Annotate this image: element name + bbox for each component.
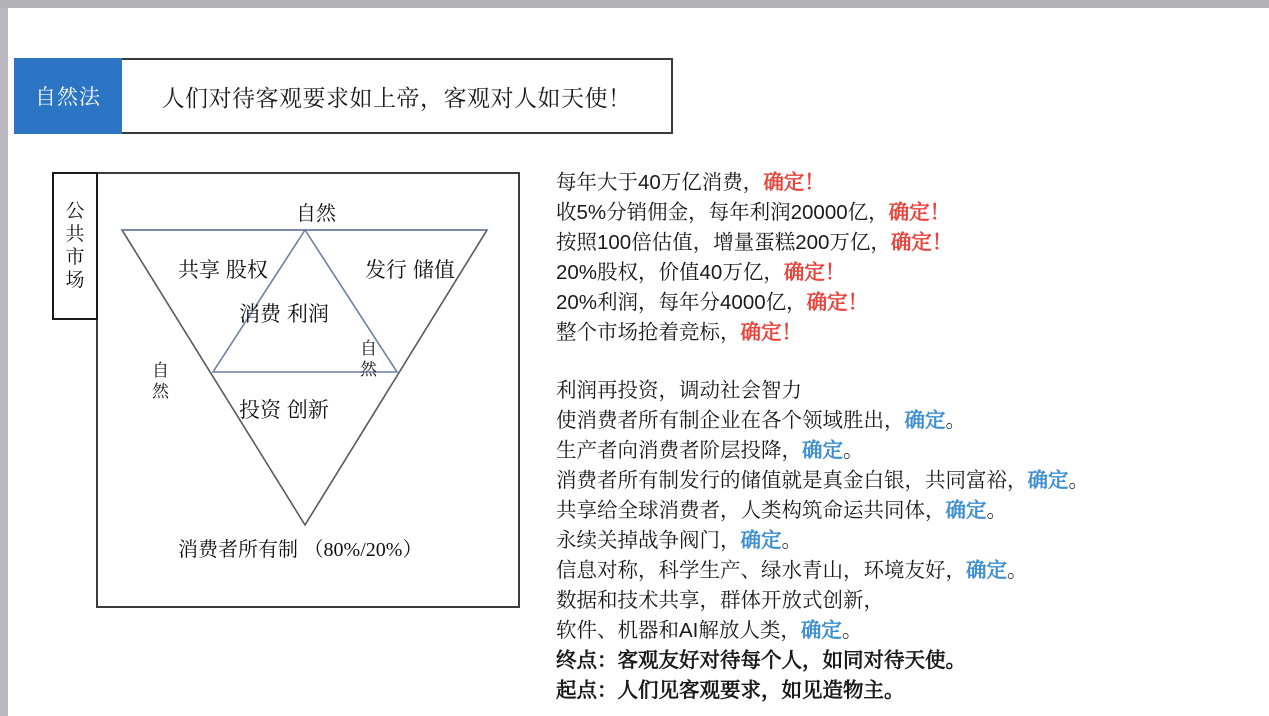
center-lower-label [239,398,329,424]
assertion-tail: 。 [986,499,1007,522]
assertion-line [556,496,1256,526]
assertion-tail: 。 [781,529,802,552]
assertion-text: 起点：人们见客观要求，如见造物主。 [556,679,905,702]
certainty-marker: 确定 [966,559,1007,582]
assertion-line [556,318,1256,348]
certainty-marker: 确定 [1027,469,1069,492]
assertion-text: 20%股权，价值40万亿， [556,261,784,284]
banner-tag: 自然法 [14,58,122,134]
center-upper-line-0: 消费 [239,303,281,326]
assertion-line [556,586,1256,616]
certainty-marker: 确定！ [806,291,869,314]
certainty-marker: 确定！ [740,321,802,344]
certainty-marker: 确定 [802,439,843,462]
assertion-text: 信息对称，科学生产、绿水青山，环境友好， [556,559,966,582]
assertion-line [556,288,1256,318]
triangle-diagram [52,170,522,610]
assertion-tail: 。 [1007,559,1028,582]
certainty-marker: 确定！ [888,201,951,224]
assertion-text: 利润再投资，调动社会智力 [556,379,802,402]
assertion-tail: 。 [1068,469,1089,492]
footer-ratio: （80%/20%） [303,539,423,561]
certainty-marker: 确定 [800,619,842,642]
assertion-line [556,526,1256,556]
red-block [556,168,1256,348]
certainty-marker: 确定 [904,409,946,432]
left-wing-line-1: 股权 [225,259,268,282]
assertion-line [556,168,1256,198]
market-label-char-3: 场 [65,270,85,292]
assertion-line [556,556,1256,586]
assertion-text: 使消费者所有制企业在各个领域胜出， [556,409,905,432]
banner-statement: 人们对待客观要求如上帝，客观对人如天使！ [122,58,673,134]
assertion-tail: 。 [945,409,966,432]
footer-title: 消费者所有制 [178,539,298,561]
right-vertex-label [360,338,377,381]
right-wing-label [365,258,455,284]
blue-block [556,376,1256,706]
assertion-text: 每年大于40万亿消费， [556,171,764,194]
window-top-edge [0,0,1269,8]
assertion-text: 消费者所有制发行的储值就是真金白银，共同富裕， [556,469,1028,492]
public-market-label [52,172,98,320]
assertion-line [556,376,1256,406]
right-wing-line-0: 发行 [365,259,407,282]
center-upper-label [239,302,329,328]
window-left-edge [0,8,8,716]
assertion-text: 共享给全球消费者，人类构筑命运共同体， [556,499,946,522]
center-upper-line-1: 利润 [286,303,329,326]
left-wing-label [178,258,268,284]
header-banner [14,58,673,134]
center-lower-line-1: 创新 [286,399,329,422]
assertion-text: 软件、机器和AI解放人类， [556,619,801,642]
conclusion-line-end [556,646,1256,676]
certainty-marker: 确定 [740,529,782,552]
market-label-char-0: 公 [65,200,85,222]
left-vertex-label [152,360,169,403]
top-apex-label: 自然 [296,203,336,225]
assertion-line [556,616,1256,646]
assertion-tail: 。 [841,619,863,642]
assertion-line [556,198,1256,228]
certainty-marker: 确定！ [890,231,953,254]
assertion-text: 收5%分销佣金，每年利润20000亿， [556,201,889,224]
right-wing-line-1: 储值 [412,259,455,282]
assertion-text: 终点：客观友好对待每个人，如同对待天使。 [556,649,966,672]
certainty-marker: 确定！ [783,261,846,284]
center-lower-line-0: 投资 [239,399,281,422]
certainty-marker: 确定！ [763,171,825,194]
left-vertex-char-1: 然 [152,382,169,402]
left-wing-line-0: 共享 [178,259,220,282]
left-vertex-char-0: 自 [152,361,169,380]
assertion-text: 20%利润，每年分4000亿， [556,291,807,314]
assertion-text: 永续关掉战争阀门， [556,529,741,552]
certainty-marker: 确定 [945,499,987,522]
assertion-line [556,228,1256,258]
assertion-text: 按照100倍估值，增量蛋糕200万亿， [556,231,891,254]
assertion-text: 数据和技术共享，群体开放式创新， [556,589,884,612]
assertion-line [556,436,1256,466]
diagram-footer [178,538,423,563]
assertion-text: 生产者向消费者阶层投降， [556,439,802,462]
right-vertex-char-1: 然 [360,360,377,380]
assertion-text: 整个市场抢着竞标， [556,321,741,344]
assertion-line [556,466,1256,496]
assertion-tail: 。 [843,439,864,462]
conclusion-line-start [556,676,1256,706]
right-vertex-char-0: 自 [360,339,377,358]
market-label-char-2: 市 [65,247,85,268]
assertions-column [556,168,1256,706]
market-label-char-1: 共 [65,223,85,245]
assertion-line [556,406,1256,436]
assertion-line [556,258,1256,288]
block-separator [556,348,1256,376]
